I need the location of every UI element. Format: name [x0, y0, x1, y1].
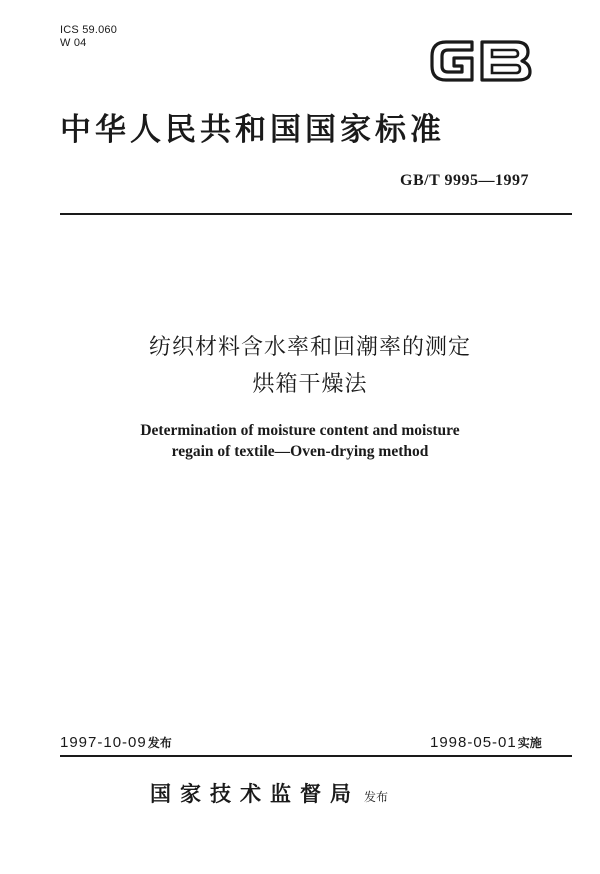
english-title-line-1: Determination of moisture content and moisture	[140, 422, 460, 439]
implementation-date-value: 1998-05-01	[430, 734, 517, 751]
issue-date-value: 1997-10-09	[60, 734, 147, 751]
standard-category-title: 中华人民共和国国家标准	[60, 112, 445, 148]
issue-date	[60, 733, 172, 751]
issuer-name: 国家技术监督局	[150, 782, 360, 806]
classification-codes	[60, 24, 117, 50]
implementation-date	[430, 733, 542, 751]
chinese-title-line-2: 烘箱干燥法	[252, 372, 368, 397]
header-divider	[60, 213, 572, 215]
chinese-title-line-1: 纺织材料含水率和回潮率的测定	[148, 335, 471, 360]
ics-code: ICS 59.060	[60, 24, 118, 36]
issue-date-label: 发布	[147, 736, 172, 750]
standard-number: GB/T 9995—1997	[400, 172, 529, 189]
footer-divider	[60, 755, 572, 757]
implementation-date-label: 实施	[517, 736, 542, 750]
class-code: W 04	[60, 37, 87, 49]
issuer-suffix: 发布	[364, 790, 389, 804]
issuing-authority	[150, 778, 388, 808]
gb-logo	[426, 36, 536, 86]
english-title-line-2: regain of textile—Oven-drying method	[171, 443, 429, 460]
